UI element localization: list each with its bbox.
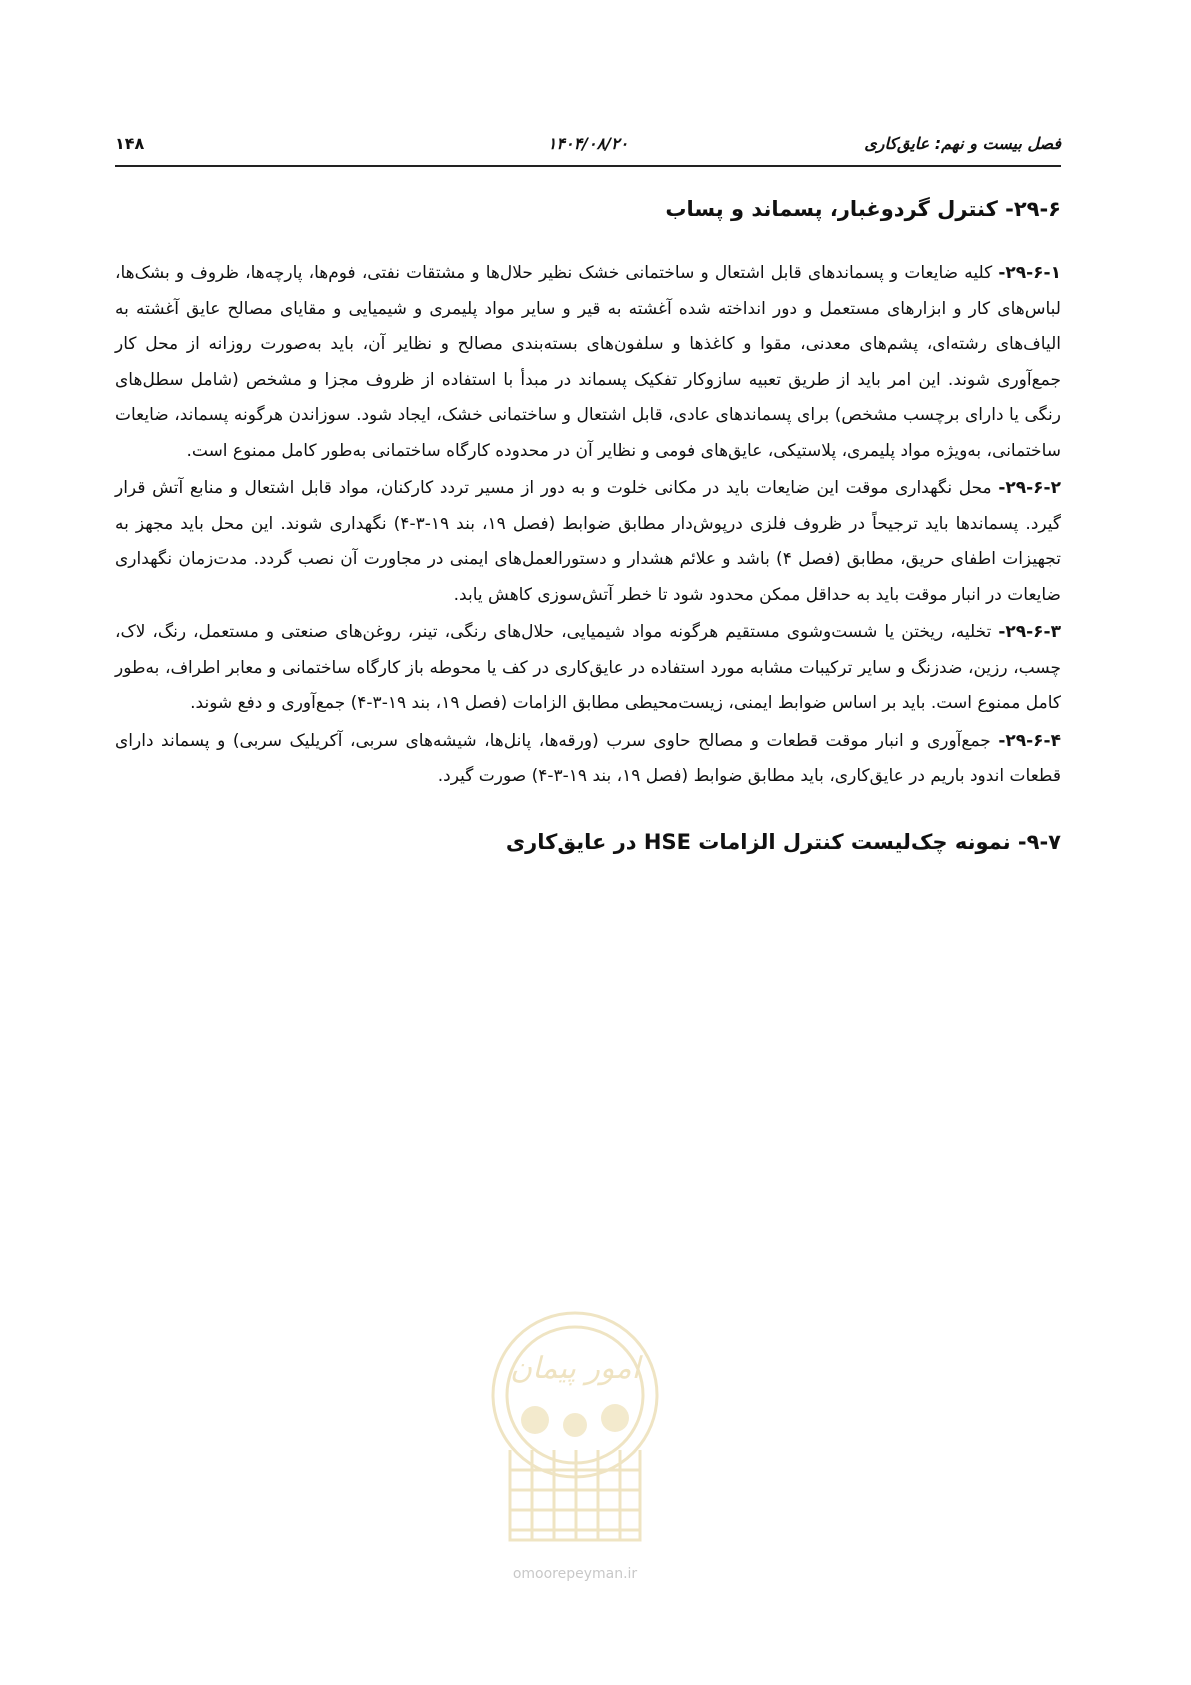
- paragraph-text: جمع‌آوری و انبار موقت قطعات و مصالح حاوی سرب (ورقه‌ها، پانل‌ها، شیشه‌های سربی، آکریلیک سربی) و پسماند دارای قطعات اندود باریم در عایق‌کاری، باید مطابق ضوابط (فصل ۱۹، بند ۱۹-۳-۴) صورت گیرد.: [115, 730, 1061, 786]
- paragraph-3: [115, 615, 1061, 722]
- paragraph-text: محل نگهداری موقت این ضایعات باید در مکانی خلوت و به دور از مسیر تردد کارکنان، مواد قابل اشتعال و منابع آتش قرار گیرد. پسماندها باید ترجیحاً در ظروف فلزی درپوش‌دار مطابق ضوابط (فصل ۱۹، بند ۱۹-۳-۴) نگهداری شوند. این محل باید مجهز به تجهیزات اطفای حریق، مطابق (فصل ۴) باشد و علائم هشدار و دستورالعمل‌های ایمنی در مجاورت آن نصب گردد. مدت‌زمان نگهداری ضایعات در انبار موقت باید به حداقل ممکن محدود شود تا خطر آتش‌سوزی کاهش یابد.: [115, 478, 1061, 605]
- paragraph-text: تخلیه، ریختن یا شست‌وشوی مستقیم هرگونه مواد شیمیایی، حلال‌های رنگی، تینر، روغن‌های صنعتی و مستعمل، رنگ، لاک، چسب، رزین، ضدزنگ و سایر ترکیبات مشابه مورد استفاده در عایق‌کاری در کف یا محوطه باز کارگاه ساختمانی و معابر اطراف، به‌طور کامل ممنوع است. باید بر اساس ضوابط ایمنی، زیست‌محیطی مطابق الزامات (فصل ۱۹، بند ۱۹-۳-۴) جمع‌آوری و دفع شوند.: [115, 622, 1061, 713]
- header-date: ۱۴۰۴/۰۸/۲۰: [547, 134, 629, 153]
- paragraph-number: ۲۹-۶-۴-: [998, 730, 1061, 751]
- paragraph-4: [115, 724, 1061, 795]
- paragraph-number: ۲۹-۶-۱-: [998, 263, 1061, 283]
- page-number: ۱۴۸: [115, 134, 145, 153]
- page-header: [115, 130, 1061, 160]
- paragraph-number: ۲۹-۶-۳-: [998, 622, 1061, 642]
- section-heading: ۲۹-۶- کنترل گردوغبار، پسماند و پساب: [665, 197, 1061, 221]
- chapter-title: فصل بیست و نهم: عایق‌کاری: [864, 134, 1061, 153]
- header-divider: [115, 165, 1061, 167]
- paragraph-2: [115, 471, 1061, 613]
- paragraph-1: [115, 256, 1061, 469]
- paragraph-text: کلیه ضایعات و پسماندهای قابل اشتعال و ساختمانی خشک نظیر حلال‌ها و مشتقات نفتی، فوم‌ها، پارچه‌ها، ظروف و بشک‌ها، لباس‌های کار و ابزارهای مستعمل و دور انداخته شده آغشته به قیر و سایر مواد پلیمری و شیمیایی و مقایای مصالح عایق آغشته به الیاف‌های رشته‌ای، پشم‌های معدنی، مقوا و کاغذها و سلفون‌های بسته‌بندی مصالح و نظایر آن، باید به‌صورت روزانه از محل کار جمع‌آوری شوند. این امر باید از طریق تعبیه سازوکار تفکیک پسماند در مبدأ با استفاده از ظروف مجزا و مشخص (شامل سطل‌های رنگی یا دارای برچسب مشخص) برای پسماندهای عادی، قابل اشتعال و ساختمانی خشک، ایجاد شود. سوزاندن هرگونه پسماند، ضایعات ساختمانی، به‌ویژه مواد پلیمری، پلاستیکی، عایق‌های فومی و نظایر آن در محدوده کارگاه ساختمانی به‌طور کامل ممنوع است.: [115, 263, 1061, 461]
- watermark-logo-icon: [480, 1300, 670, 1560]
- paragraph-number: ۲۹-۶-۲-: [998, 478, 1061, 498]
- next-section-heading: ۹-۷- نمونه چک‌لیست کنترل الزامات HSE در عایق‌کاری: [505, 829, 1061, 854]
- watermark-logo-text: امور پیمان: [510, 1351, 640, 1386]
- page-body: [115, 186, 1061, 889]
- watermark-url: omoorepeyman.ir: [512, 1566, 638, 1582]
